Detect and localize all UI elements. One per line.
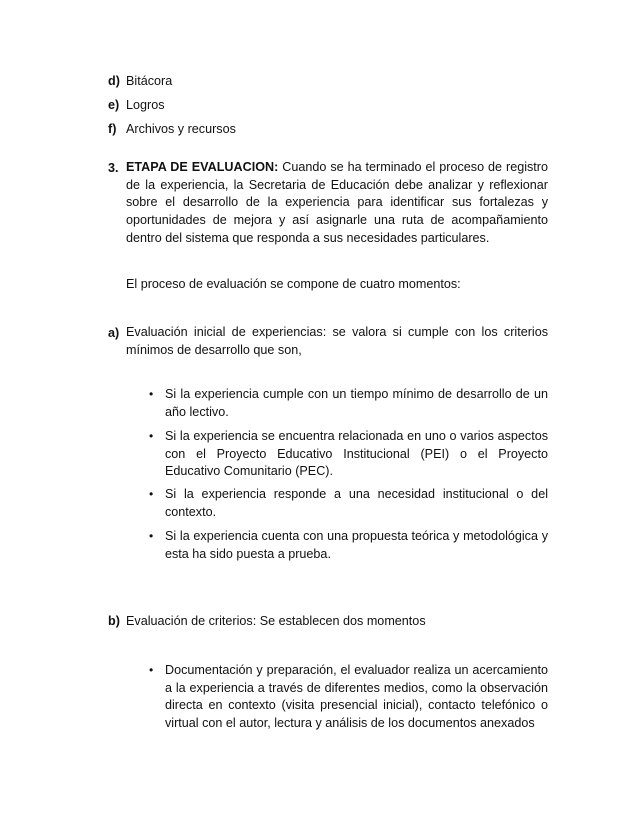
- bullet-item: Si la experiencia cumple con un tiempo mínimo de desarrollo de un año lectivo.: [165, 387, 548, 419]
- bullet-icon: •: [149, 663, 154, 677]
- list-text: Logros: [126, 98, 165, 112]
- list-label: f): [108, 122, 117, 136]
- bullet-icon: •: [149, 387, 154, 401]
- bullet-icon: •: [149, 529, 154, 543]
- bullet-item: Si la experiencia cuenta con una propuesta teórica y metodológica y esta ha sido puesta a prueba.: [165, 529, 548, 561]
- part-a-text: Evaluación inicial de experiencias: se valora si cumple con los criterios mínimos de desarrollo que son,: [126, 325, 548, 357]
- bullet-icon: •: [149, 429, 154, 443]
- bullet-item: Si la experiencia se encuentra relacionada en uno o varios aspectos con el Proyecto Educativo Institucional (PEI) o el Proyecto Educativo Comunitario (PEC).: [165, 429, 548, 479]
- list-text: Archivos y recursos: [126, 122, 236, 136]
- list-label: d): [108, 74, 120, 88]
- part-b-label: b): [108, 614, 120, 628]
- bullet-icon: •: [149, 487, 154, 501]
- list-label: e): [108, 98, 120, 112]
- part-b-text: Evaluación de criterios: Se establecen dos momentos: [126, 614, 426, 628]
- section-body: Cuando se ha terminado el proceso de registro de la experiencia, la Secretaria de Educación debe analizar y reflexionar sobre el desarrollo de la experiencia para identificar sus fortalezas y oportunidades de mejora y así asignarle una ruta de acompañamiento dentro del sistema que responda a sus necesidades particulares.: [126, 160, 549, 245]
- part-a-label: a): [108, 326, 120, 340]
- section-heading: ETAPA DE EVALUACION:: [126, 160, 279, 174]
- bullet-item: Si la experiencia responde a una necesidad institucional o del contexto.: [165, 487, 548, 519]
- bullet-item: Documentación y preparación, el evaluador realiza un acercamiento a la experiencia a través de diferentes medios, como la observación directa en contexto (visita presencial inicial), contacto telefónico o virtual con el autor, lectura y análisis de los documentos anexados: [165, 663, 548, 731]
- list-text: Bitácora: [126, 74, 173, 88]
- section-3-paragraph: [126, 159, 548, 248]
- section-intro: El proceso de evaluación se compone de cuatro momentos:: [126, 277, 461, 291]
- section-number: 3.: [108, 161, 119, 175]
